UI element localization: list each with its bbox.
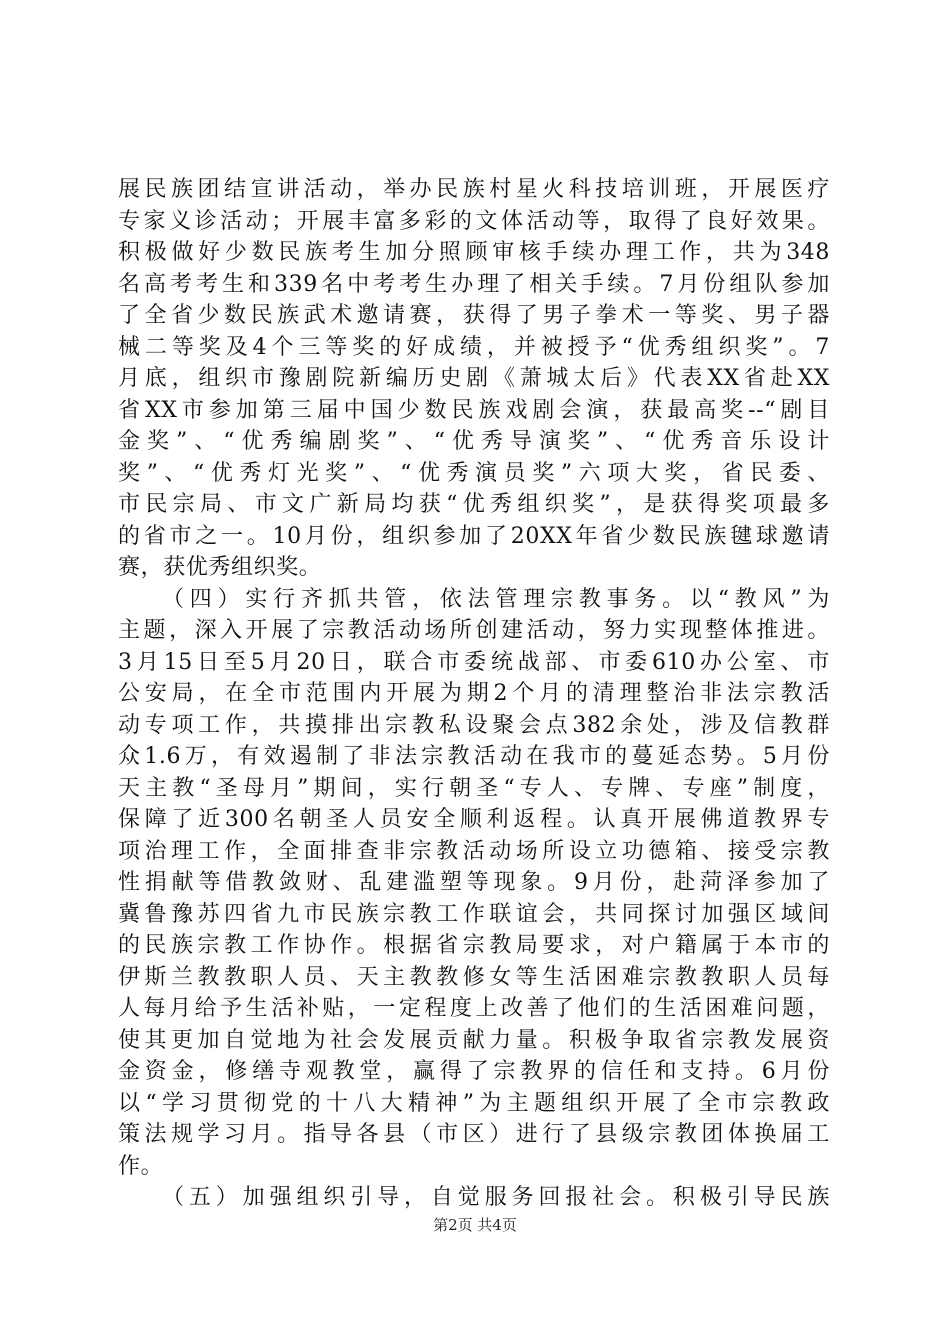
text-line: 作。 <box>118 1153 164 1179</box>
text-line: 的民族宗教工作协作。根据省宗教局要求，对户籍属于本市的 <box>118 933 830 958</box>
text-line: 赛，获优秀组织奖。 <box>118 555 322 580</box>
text-line: 金奖”、“优秀编剧奖”、“优秀导演奖”、“优秀音乐设计 <box>118 429 830 454</box>
document-body <box>118 174 830 1214</box>
text-line: 展民族团结宣讲活动，举办民族村星火科技培训班，开展医疗 <box>118 177 830 202</box>
text-line: 性捐献等借教敛财、乱建滥塑等现象。9月份，赴菏泽参加了 <box>118 870 830 895</box>
text-line: 金资金，修缮寺观教堂，赢得了宗教界的信任和支持。6月份 <box>118 1059 830 1084</box>
text-line: 公安局，在全市范围内开展为期2个月的清理整治非法宗教活 <box>118 681 830 706</box>
text-line: 了全省少数民族武术邀请赛，获得了男子拳术一等奖、男子器 <box>118 303 830 328</box>
text-line: 使其更加自觉地为社会发展贡献力量。积极争取省宗教发展资 <box>118 1027 830 1053</box>
text-line: 省XX市参加第三届中国少数民族戏剧会演，获最高奖--“剧目 <box>118 397 830 423</box>
text-line: 的省市之一。10月份，组织参加了20XX年省少数民族毽球邀请 <box>118 523 830 549</box>
text-line: 伊斯兰教教职人员、天主教教修女等生活困难宗教教职人员每 <box>118 964 830 990</box>
text-line: 专家义诊活动；开展丰富多彩的文体活动等，取得了良好效果。 <box>118 208 830 234</box>
text-line: 保障了近300名朝圣人员安全顺利返程。认真开展佛道教界专 <box>118 807 830 832</box>
paragraph-start-line: （四）实行齐抓共管，依法管理宗教事务。以“教风”为 <box>162 586 830 612</box>
text-line: 众1.6万，有效遏制了非法宗教活动在我市的蔓延态势。5月份 <box>118 744 830 769</box>
text-line: 动专项工作，共摸排出宗教私设聚会点382余处，涉及信教群 <box>118 712 830 738</box>
text-line: 械二等奖及4个三等奖的好成绩，并被授予“优秀组织奖”。7 <box>118 334 830 360</box>
text-line: 积极做好少数民族考生加分照顾审核手续办理工作，共为348 <box>118 240 830 265</box>
text-line: 市民宗局、市文广新局均获“优秀组织奖”，是获得奖项最多 <box>118 492 830 517</box>
text-line: 策法规学习月。指导各县（市区）进行了县级宗教团体换届工 <box>118 1122 830 1147</box>
text-line: 3月15日至5月20日，联合市委统战部、市委610办公室、市 <box>118 649 830 675</box>
text-line: 主题，深入开展了宗教活动场所创建活动，努力实现整体推进。 <box>118 618 830 643</box>
text-line: 奖”、“优秀灯光奖”、“优秀演员奖”六项大奖，省民委、 <box>118 460 830 486</box>
paragraph-start-line: （五）加强组织引导，自觉服务回报社会。积极引导民族 <box>162 1185 830 1210</box>
text-line: 项治理工作，全面排查非宗教活动场所设立功德箱、接受宗教 <box>118 838 830 864</box>
text-line: 冀鲁豫苏四省九市民族宗教工作联谊会，共同探讨加强区域间 <box>118 901 830 927</box>
text-line: 名高考考生和339名中考考生办理了相关手续。7月份组队参加 <box>118 271 830 297</box>
text-line: 人每月给予生活补贴，一定程度上改善了他们的生活困难问题， <box>118 996 830 1021</box>
text-line: 以“学习贯彻党的十八大精神”为主题组织开展了全市宗教政 <box>118 1090 830 1116</box>
page-footer: 第2页 共4页 <box>433 1216 517 1234</box>
text-line: 月底，组织市豫剧院新编历史剧《萧城太后》代表XX省赴XX <box>118 366 830 391</box>
text-line: 天主教“圣母月”期间，实行朝圣“专人、专牌、专座”制度， <box>118 775 830 801</box>
